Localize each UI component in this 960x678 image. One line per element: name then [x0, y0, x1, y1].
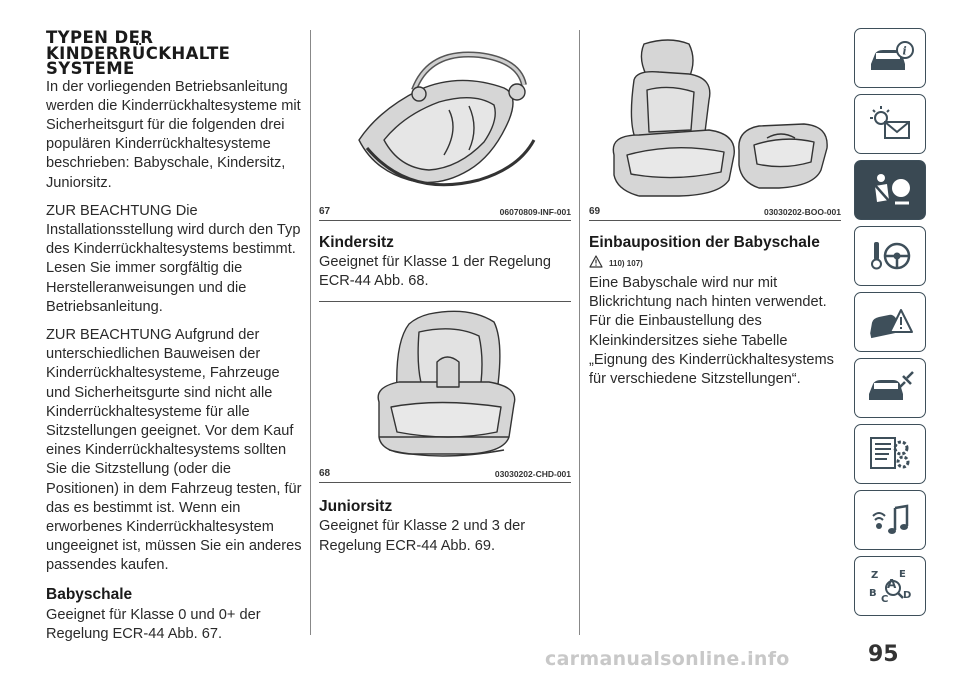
section-title: TYPEN DER KINDERRÜCKHALTE SYSTEME [46, 28, 231, 78]
car-wrench-icon [865, 368, 915, 408]
tab-multimedia[interactable] [854, 490, 926, 550]
juniorsitz-heading: Juniorsitz [319, 498, 393, 516]
watermark: carmanualsonline.info [545, 648, 790, 670]
figure-code: 06070809-INF-001 [499, 207, 571, 217]
warning-reference [589, 255, 841, 268]
figure-number: 68 [319, 468, 331, 480]
svg-text:A: A [887, 577, 897, 591]
document-gear-icon [865, 434, 915, 474]
figure-number: 67 [319, 206, 331, 217]
svg-text:E: E [899, 569, 906, 580]
music-note-icon [865, 500, 915, 540]
seatbelt-airbag-icon [865, 170, 915, 210]
einbau-heading: Einbauposition der Babyschale [589, 234, 820, 251]
figure-code: 03030202-BOO-001 [763, 207, 841, 217]
babyschale-text: Geeignet für Klasse 0 und 0+ der Regelung ECR-44 Abb. 67. [46, 606, 261, 642]
warning-triangle-icon [589, 255, 603, 268]
einbau-text: Eine Babyschale wird nur mit Blickrichtung nach hinten verwendet. Für die Einbaustellung des Kleinkindersitzes siehe Tabelle „Eignung des Kinderrückhaltesystems für verschiedene Sitzstellungen“. [589, 275, 834, 388]
baby-carrier-illustration [319, 30, 571, 206]
tab-index[interactable] [854, 556, 926, 616]
car-info-icon [865, 38, 915, 78]
tab-lights-messages[interactable] [854, 94, 926, 154]
booster-seat-illustration [589, 30, 841, 206]
tab-technical-data[interactable] [854, 424, 926, 484]
svg-text:C: C [881, 594, 889, 605]
intro-paragraph: In der vorliegenden Betriebsanleitung werden die Kinderrückhaltesysteme mit Sicherheitsgurt für die folgenden drei populären Kinderrückhaltesysteme beschrieben: Babyschale, Kindersitz, Juniorsitz. [46, 78, 301, 191]
kindersitz-heading: Kindersitz [319, 234, 394, 251]
chapter-tabs [854, 28, 926, 622]
svg-text:D: D [903, 590, 912, 601]
figure-67 [319, 30, 571, 221]
tab-safety[interactable] [854, 160, 926, 220]
tab-emergency[interactable] [854, 292, 926, 352]
babyschale-heading: Babyschale [46, 585, 133, 603]
svg-text:B: B [869, 588, 877, 599]
svg-text:Z: Z [871, 570, 879, 581]
column-1 [46, 30, 302, 644]
juniorsitz-text: Geeignet für Klasse 2 und 3 der Regelung ECR-44 Abb. 69. [319, 518, 526, 554]
alphabet-index-icon [865, 566, 915, 606]
steering-wheel-key-icon [865, 236, 915, 276]
note-paragraph-2: ZUR BEACHTUNG Aufgrund der unterschiedlichen Bauweisen der Kinderrückhaltesysteme, Fahrzeuge und Sicherheitsgurte sind nicht alle Kinderrückhaltesysteme für alle Sitzstellungen geeignet. Vor dem Kauf eines Kinderrückhaltesystems sollten Sie die Sitzstellung (oder die Positionen) in dem Fahrzeug testen, für das es bestimmt ist. Wenn ein erworbenes Kinderrückhaltesystem ungeeignet ist, müssen Sie ein anderes passendes kaufen. [46, 326, 302, 574]
child-seat-illustration [319, 302, 571, 464]
figure-number: 69 [589, 206, 601, 217]
column-2 [319, 30, 571, 556]
page-number: 95 [868, 642, 899, 667]
note-paragraph-1: ZUR BEACHTUNG Die Installationsstellung wird durch den Typ des Kinderrückhaltesystems bestimmt. Lesen Sie immer sorgfältig die Herstelleranweisungen und die Betriebsanleitung. [46, 202, 301, 315]
car-warning-icon [865, 302, 915, 342]
column-divider-2 [579, 30, 580, 635]
figure-69 [589, 30, 841, 221]
tab-starting-driving[interactable] [854, 226, 926, 286]
figure-code: 03030202-CHD-001 [494, 469, 571, 480]
column-3 [589, 30, 841, 389]
tab-dashboard-info[interactable] [854, 28, 926, 88]
warning-refs: 110) 107) [609, 259, 643, 268]
figure-68 [319, 301, 571, 483]
svg-text:i: i [902, 44, 907, 58]
column-divider-1 [310, 30, 311, 635]
light-envelope-icon [865, 104, 915, 144]
tab-maintenance[interactable] [854, 358, 926, 418]
kindersitz-text: Geeignet für Klasse 1 der Regelung ECR-44 Abb. 68. [319, 254, 552, 290]
